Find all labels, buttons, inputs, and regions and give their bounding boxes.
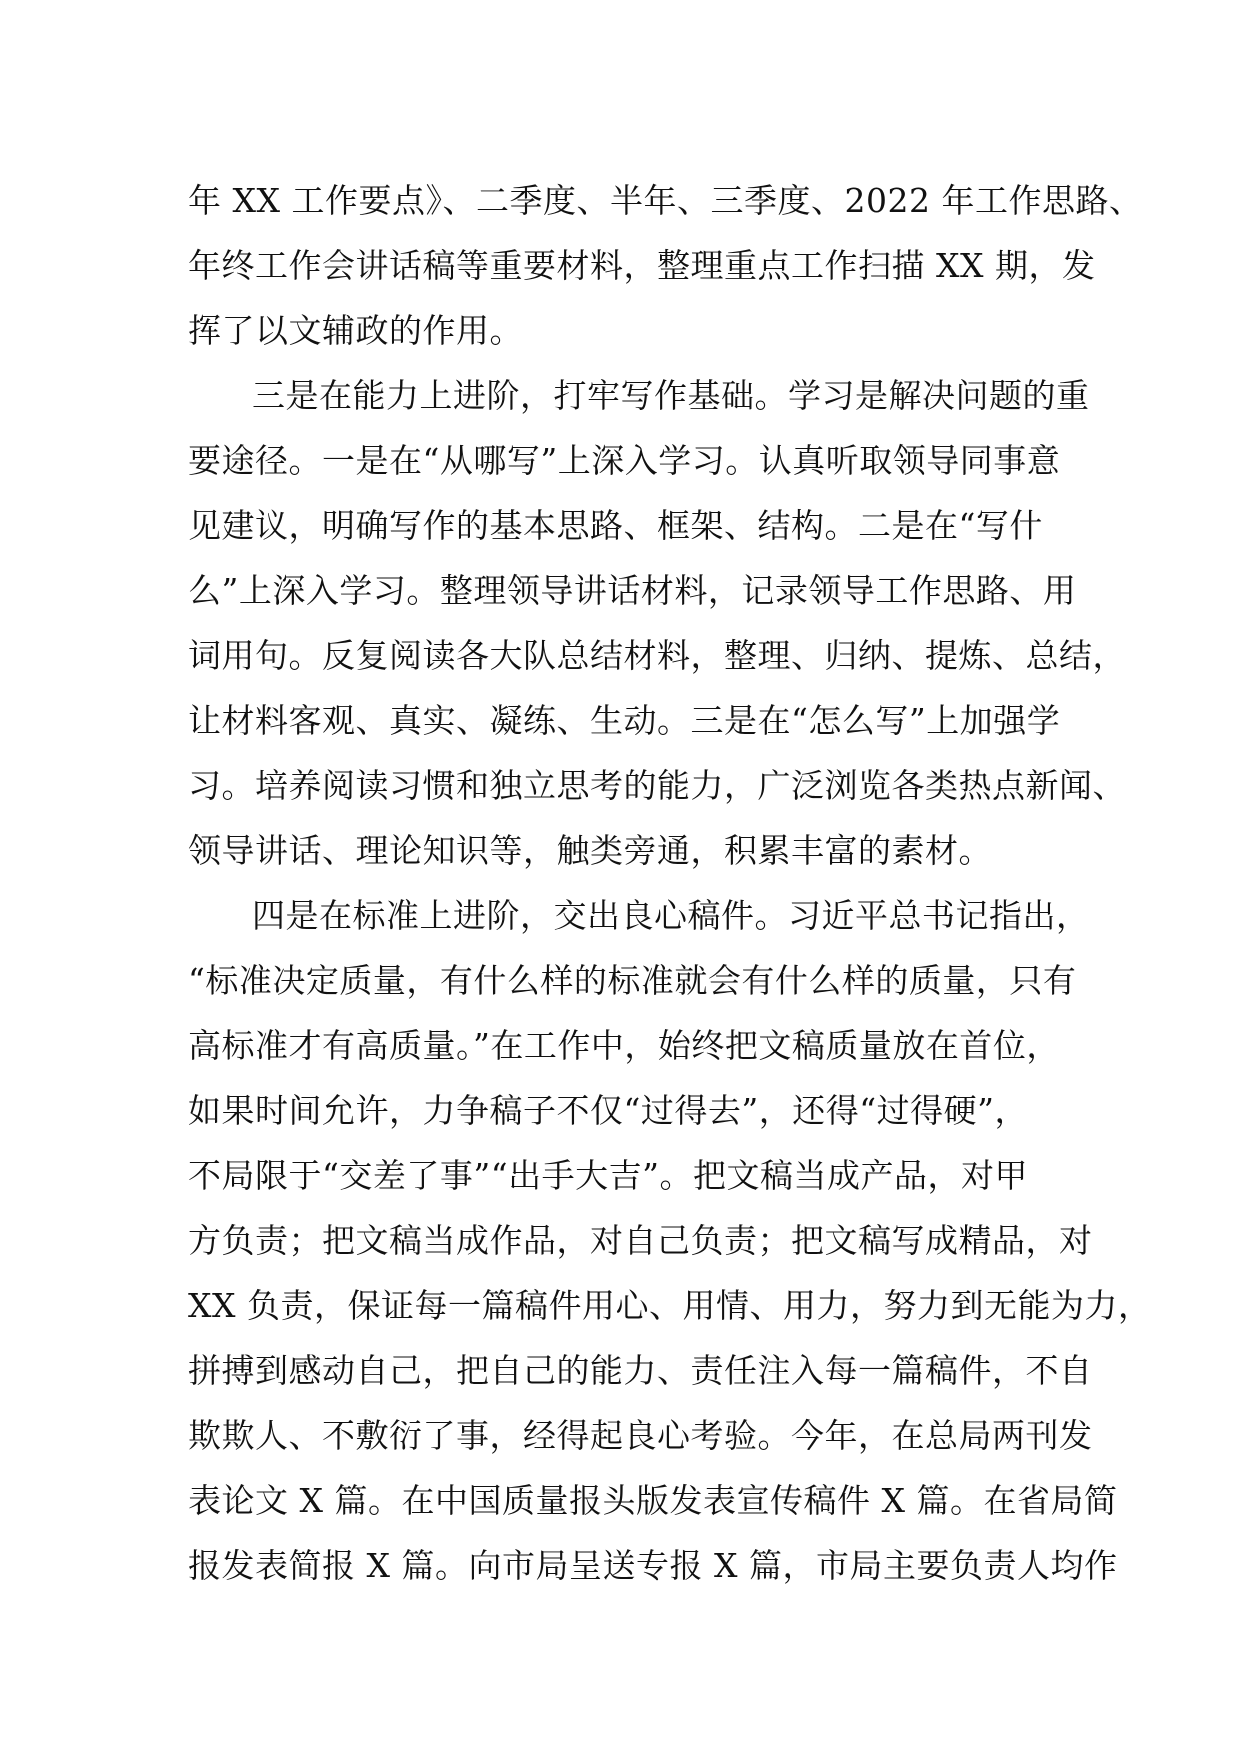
text-line: 年终工作会讲话稿等重要材料，整理重点工作扫描 XX 期，发 xyxy=(188,246,1096,285)
text-line: 表论文 X 篇。在中国质量报头版发表宣传稿件 X 篇。在省局简 xyxy=(188,1481,1118,1520)
text-line: 报发表简报 X 篇。向市局呈送专报 X 篇，市局主要负责人均作 xyxy=(188,1546,1118,1585)
text-line: 么”上深入学习。整理领导讲话材料，记录领导工作思路、用 xyxy=(188,571,1077,610)
text-line: 挥了以文辅政的作用。 xyxy=(188,311,523,350)
text-line: XX 负责，保证每一篇稿件用心、用情、用力，努力到无能为力， xyxy=(188,1286,1152,1325)
text-line: 习。培养阅读习惯和独立思考的能力，广泛浏览各类热点新闻、 xyxy=(188,766,1126,805)
text-line: 词用句。反复阅读各大队总结材料，整理、归纳、提炼、总结， xyxy=(188,636,1126,675)
text-line: 不局限于“交差了事”“出手大吉”。把文稿当成产品，对甲 xyxy=(188,1156,1028,1195)
body-text xyxy=(188,168,1152,1598)
text-line: 欺欺人、不敷衍了事，经得起良心考验。今年，在总局两刊发 xyxy=(188,1416,1093,1455)
text-line: “标准决定质量，有什么样的标准就会有什么样的质量，只有 xyxy=(188,961,1077,1000)
text-line: 拼搏到感动自己，把自己的能力、责任注入每一篇稿件，不自 xyxy=(188,1351,1093,1390)
text-line: 年 XX 工作要点》、二季度、半年、三季度、2022 年工作思路、 xyxy=(188,181,1143,220)
text-line: 高标准才有高质量。”在工作中，始终把文稿质量放在首位， xyxy=(188,1026,1060,1065)
paragraph-start-line: 四是在标准上进阶，交出良心稿件。习近平总书记指出， xyxy=(252,896,1090,935)
paragraph-start-line: 三是在能力上进阶，打牢写作基础。学习是解决问题的重 xyxy=(252,376,1090,415)
text-line: 见建议，明确写作的基本思路、框架、结构。二是在“写什 xyxy=(188,506,1043,545)
text-line: 领导讲话、理论知识等，触类旁通，积累丰富的素材。 xyxy=(188,831,992,870)
text-line: 如果时间允许，力争稿子不仅“过得去”，还得“过得硬”， xyxy=(188,1091,1028,1130)
text-line: 方负责；把文稿当成作品，对自己负责；把文稿写成精品，对 xyxy=(188,1221,1093,1260)
text-line: 让材料客观、真实、凝练、生动。三是在“怎么写”上加强学 xyxy=(188,701,1061,740)
text-line: 要途径。一是在“从哪写”上深入学习。认真听取领导同事意 xyxy=(188,441,1061,480)
